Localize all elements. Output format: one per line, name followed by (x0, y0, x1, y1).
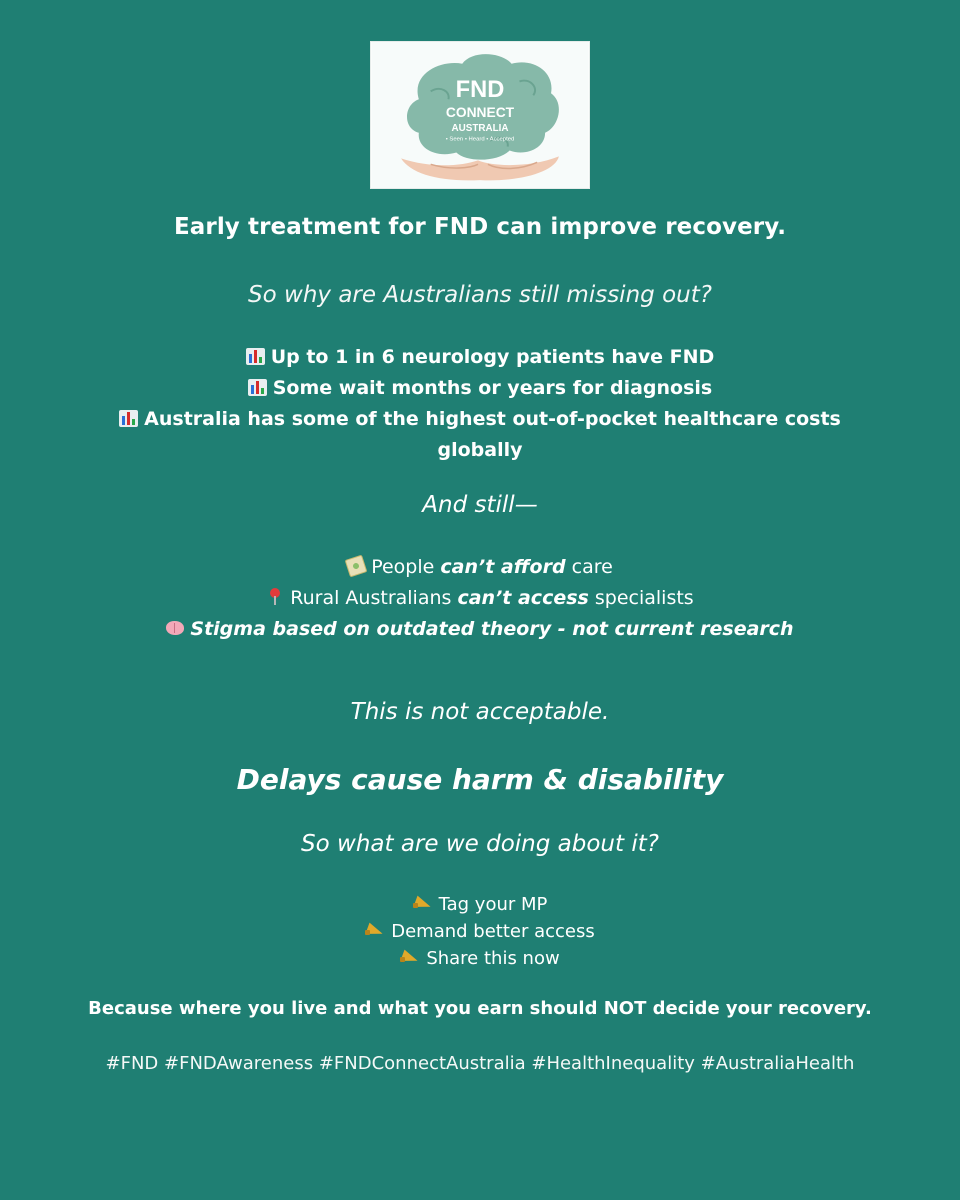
pin-icon (266, 588, 284, 606)
stat-text: Some wait months or years for diagnosis (272, 377, 713, 399)
fact-emphasis: Stigma based on outdated theory - not current research (190, 618, 794, 640)
logo-tagline: • Seen • Heard • Accepted (445, 136, 515, 143)
bar-chart-icon (119, 410, 138, 427)
megaphone-icon (365, 924, 385, 938)
stat-item (0, 373, 960, 404)
because-statement: Because where you live and what you earn should NOT decide your recovery. (88, 998, 872, 1019)
money-icon (345, 555, 368, 578)
megaphone-icon (413, 897, 433, 911)
fact-item (0, 583, 960, 614)
fact-pre: People (371, 556, 441, 578)
megaphone-icon (400, 951, 420, 965)
action-text: Demand better access (391, 921, 595, 942)
fact-emphasis: can’t afford (440, 556, 566, 578)
stat-text: Up to 1 in 6 neurology patients have FND (270, 346, 715, 368)
logo-line1: FND (455, 77, 505, 104)
brain-icon (166, 621, 184, 635)
fact-post: specialists (588, 587, 694, 609)
stat-item (90, 404, 870, 466)
delays-heading: Delays cause harm & disability (236, 763, 724, 796)
not-acceptable-text: This is not acceptable. (350, 699, 610, 725)
headline: Early treatment for FND can improve recovery. (173, 214, 787, 240)
action-item (0, 891, 960, 918)
doing-question: So what are we doing about it? (301, 831, 659, 857)
fact-pre: Rural Australians (290, 587, 458, 609)
and-still-text: And still— (422, 492, 538, 518)
fact-item (0, 614, 960, 645)
fact-item (0, 552, 960, 583)
stat-text: Australia has some of the highest out-of-pocket healthcare costs globally (144, 408, 841, 461)
hashtags: #FND #FNDAwareness #FNDConnectAustralia #HealthInequality #AustraliaHealth (105, 1053, 855, 1074)
action-item (0, 918, 960, 945)
bar-chart-icon (248, 379, 267, 396)
subheadline: So why are Australians still missing out? (248, 282, 712, 308)
fact-emphasis: can’t access (457, 587, 589, 609)
facts-list (0, 552, 960, 645)
action-text: Tag your MP (438, 894, 548, 915)
stat-item (0, 342, 960, 373)
logo-line3: AUSTRALIA (451, 122, 509, 134)
fact-post: care (565, 556, 613, 578)
bar-chart-icon (246, 348, 265, 365)
action-item (0, 945, 960, 972)
stats-list (0, 342, 960, 466)
fnd-connect-logo (370, 41, 590, 189)
logo-line2: CONNECT (445, 103, 515, 120)
action-text: Share this now (426, 948, 560, 969)
actions-list (0, 891, 960, 972)
